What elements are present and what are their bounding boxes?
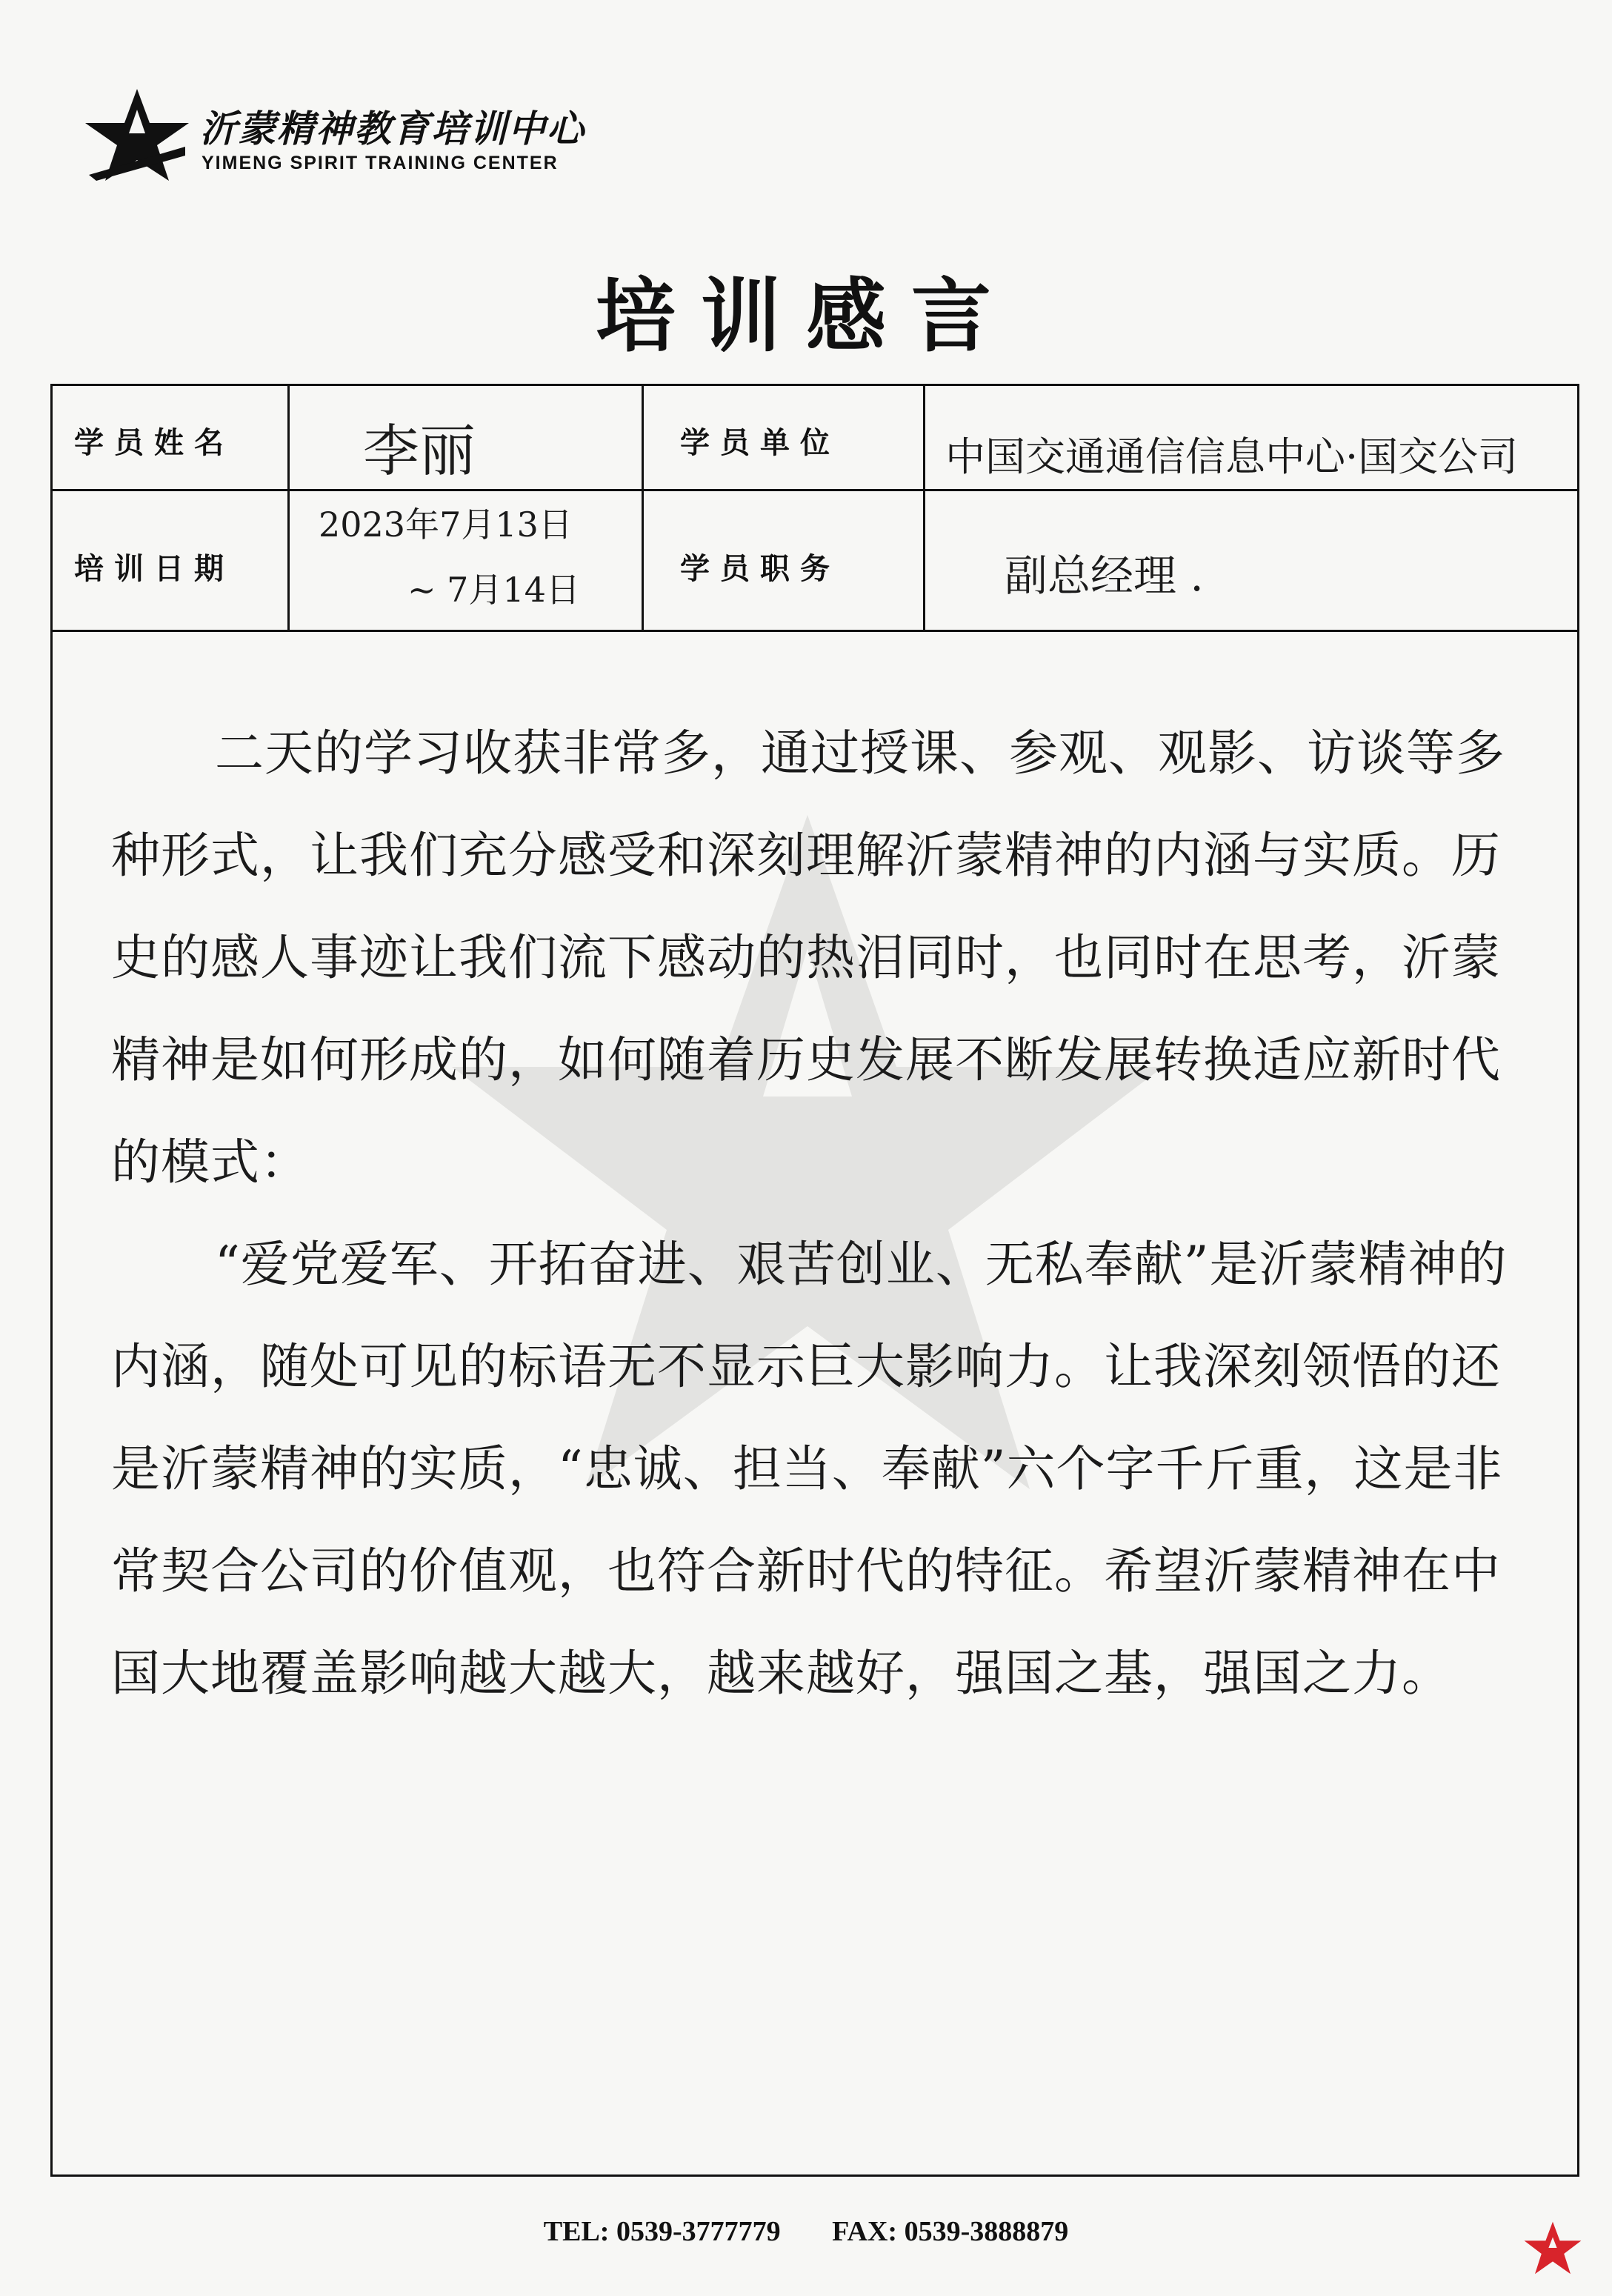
value-student-name: 李丽 (363, 418, 476, 484)
essay-paragraph-1: 二天的学习收获非常多，通过授课、参观、观影、访谈等多种形式，让我们充分感受和深刻理解沂蒙精神的内涵与实质。历史的感人事迹让我们流下感动的热泪同时，也同时在思考，沂蒙精神是如何形成的，如何随着历史发展不断发展转换适应新时代的模式： (111, 725, 1505, 1191)
form-title: 培训感言 (595, 270, 1016, 363)
label-student-name: 学员姓名 (74, 426, 234, 460)
label-student-unit: 学员单位 (680, 426, 840, 460)
value-date-end: ~ 7月14日 (407, 570, 580, 610)
column-divider-3 (923, 384, 925, 630)
value-date-start: 2023年7月13日 (319, 505, 573, 545)
fax-info (832, 2216, 1068, 2247)
label-student-position: 学员职务 (680, 552, 840, 586)
org-logo (81, 87, 585, 184)
row-divider-1 (50, 489, 1579, 491)
feedback-essay (111, 702, 1533, 1725)
org-name-en: YIMENG SPIRIT TRAINING CENTER (202, 153, 559, 173)
tel-label: TEL: (543, 2216, 610, 2247)
tel-number: 0539-3777779 (616, 2216, 781, 2247)
value-student-unit: 中国交通通信信息中心·国交公司 (945, 433, 1519, 480)
column-divider-2 (642, 384, 644, 630)
contact-footer (0, 2215, 1612, 2248)
label-training-date: 培训日期 (74, 552, 234, 586)
org-name-cn: 沂蒙精神教育培训中心 (200, 107, 585, 150)
star-logo-icon (81, 87, 193, 184)
column-divider-1 (287, 384, 290, 630)
row-divider-2 (50, 630, 1579, 632)
fax-number: 0539-3888879 (904, 2216, 1069, 2247)
essay-paragraph-2: “爱党爱军、开拓奋进、艰苦创业、无私奉献”是沂蒙精神的内涵，随处可见的标语无不显示巨大影响力。让我深刻领悟的还是沂蒙精神的实质，“忠诚、担当、奉献”六个字千斤重，这是非常契合公司的价值观，也符合新时代的特征。希望沂蒙精神在中国大地覆盖影响越大越大，越来越好，强国之基，强国之力。 (111, 1236, 1508, 1702)
fax-label: FAX: (832, 2216, 898, 2247)
tel-info (544, 2216, 781, 2247)
red-star-icon (1523, 2220, 1582, 2275)
value-student-position: 副总经理 . (1005, 550, 1204, 601)
